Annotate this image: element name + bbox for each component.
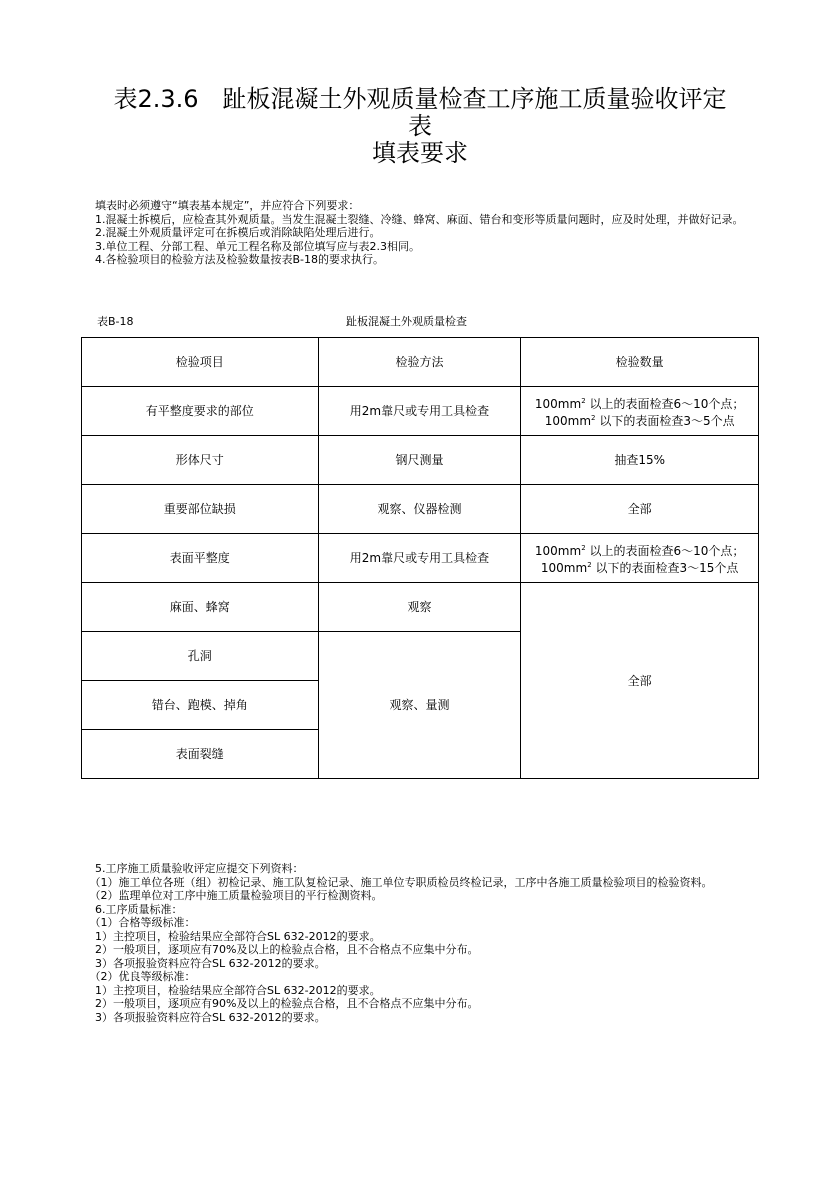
note-line: 5.工序施工质量验收评定应提交下列资料： <box>84 862 304 875</box>
method-cell: 用2m靠尺或专用工具检查 <box>318 534 521 583</box>
method-cell: 钢尺测量 <box>318 436 521 485</box>
qty-text: 以下的表面检查3～5个点 <box>599 414 735 428</box>
qty-cell: 全部 <box>521 583 759 779</box>
note-line: 1.混凝土拆模后，应检查其外观质量。当发生混凝土裂缝、冷缝、蜂窝、麻面、错台和变形等质量问题时，应及时处理，并做好记录。 <box>84 212 744 226</box>
subtitle: 填表要求 <box>372 139 468 167</box>
qty-cell: 抽查15% <box>521 436 759 485</box>
header-cell: 检验方法 <box>318 338 521 387</box>
item-cell: 麻面、蜂窝 <box>82 583 319 632</box>
intro-notes <box>84 199 756 267</box>
item-cell: 表面裂缝 <box>82 730 319 779</box>
header-cell: 检验数量 <box>521 338 759 387</box>
method-cell: 观察 <box>318 583 521 632</box>
note-line: （2）监理单位对工序中施工质量检验项目的平行检测资料。 <box>84 889 383 902</box>
note-line: （2）优良等级标准： <box>84 970 196 983</box>
item-cell: 重要部位缺损 <box>82 485 319 534</box>
outro-notes <box>84 862 756 1024</box>
qty-cell <box>521 387 759 436</box>
qty-text: 以上的表面检查6～10个点； <box>589 544 745 558</box>
qty-text: 100mm <box>544 414 592 428</box>
superscript: 2 <box>591 414 596 422</box>
table-row <box>82 534 759 583</box>
note-line: （1）合格等级标准： <box>84 916 196 929</box>
method-cell: 观察、量测 <box>318 632 521 779</box>
method-cell: 观察、仪器检测 <box>318 485 521 534</box>
title-line: 表 <box>408 112 432 140</box>
superscript: 2 <box>581 397 586 405</box>
table-header-row <box>82 338 759 387</box>
item-cell: 表面平整度 <box>82 534 319 583</box>
method-cell: 用2m靠尺或专用工具检查 <box>318 387 521 436</box>
note-line: 2）一般项目，逐项应有70%及以上的检验点合格，且不合格点不应集中分布。 <box>84 943 479 956</box>
inspection-table <box>81 337 759 779</box>
item-cell: 错台、跑模、掉角 <box>82 681 319 730</box>
item-cell: 孔洞 <box>82 632 319 681</box>
qty-text: 100mm <box>540 561 588 575</box>
item-cell: 有平整度要求的部位 <box>82 387 319 436</box>
table-row <box>82 387 759 436</box>
note-line: 2.混凝土外观质量评定可在拆模后或消除缺陷处理后进行。 <box>84 226 381 239</box>
note-line: 1）主控项目，检验结果应全部符合SL 632-2012的要求。 <box>84 983 381 997</box>
note-line: 3.单位工程、分部工程、单元工程名称及部位填写应与表2.3相同。 <box>84 239 420 253</box>
qty-text: 以下的表面检查3～15个点 <box>595 561 739 575</box>
title-line: 表2.3.6 趾板混凝土外观质量检查工序施工质量验收评定 <box>113 85 727 113</box>
table-id: 表B-18 <box>97 315 134 328</box>
note-line: 3）各项报验资料应符合SL 632-2012的要求。 <box>84 956 326 970</box>
qty-text: 以上的表面检查6～10个点； <box>589 397 745 411</box>
note-line: 1）主控项目，检验结果应全部符合SL 632-2012的要求。 <box>84 929 381 943</box>
item-cell: 形体尺寸 <box>82 436 319 485</box>
table-row <box>82 583 759 632</box>
superscript: 2 <box>587 561 592 569</box>
qty-text: 100mm <box>534 544 582 558</box>
superscript: 2 <box>581 544 586 552</box>
note-line: 2）一般项目，逐项应有90%及以上的检验点合格，且不合格点不应集中分布。 <box>84 997 479 1010</box>
table-row <box>82 436 759 485</box>
header-cell: 检验项目 <box>82 338 319 387</box>
note-line: （1）施工单位各班（组）初检记录、施工队复检记录、施工单位专职质检员终检记录，工序中各施工质量检验项目的检验资料。 <box>84 875 713 889</box>
note-line: 填表时必须遵守“填表基本规定”，并应符合下列要求： <box>84 199 360 212</box>
table-caption: 趾板混凝土外观质量检查 <box>346 315 467 328</box>
qty-cell <box>521 534 759 583</box>
qty-cell: 全部 <box>521 485 759 534</box>
page-title <box>80 86 760 167</box>
note-line: 4.各检验项目的检验方法及检验数量按表B-18的要求执行。 <box>84 253 385 266</box>
note-line: 6.工序质量标准： <box>84 902 183 916</box>
table-row <box>82 485 759 534</box>
qty-text: 100mm <box>534 397 582 411</box>
note-line: 3）各项报验资料应符合SL 632-2012的要求。 <box>84 1010 326 1024</box>
